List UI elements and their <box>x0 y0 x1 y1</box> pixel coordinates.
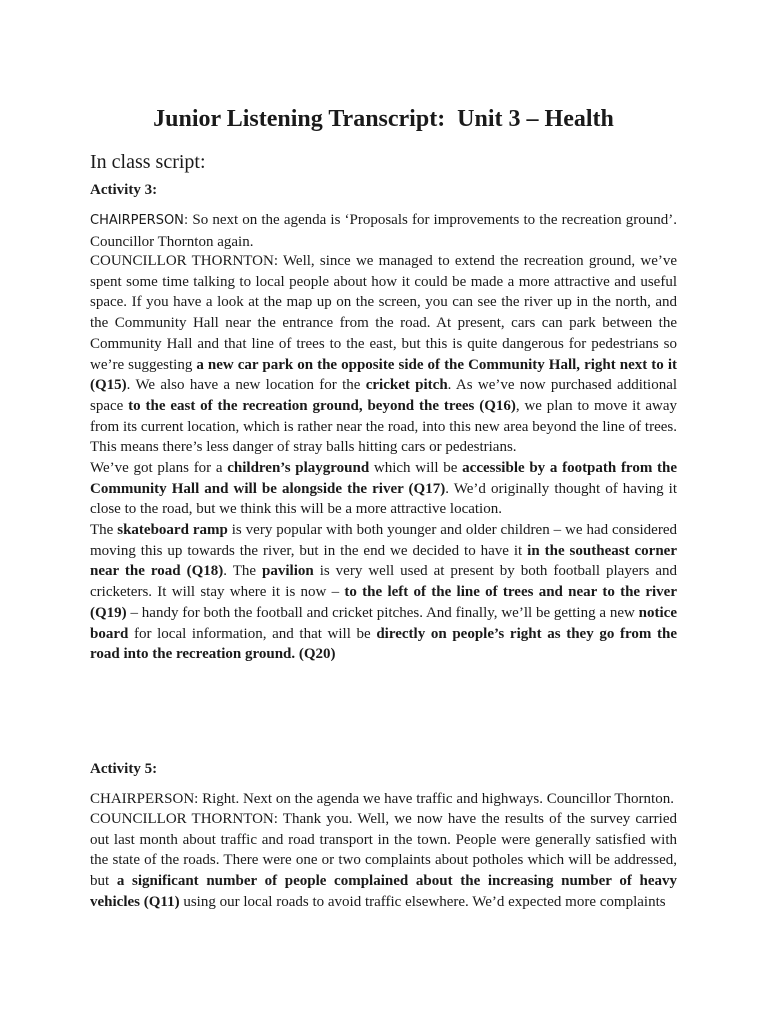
paragraph-text: using our local roads to avoid traffic elsewhere. We’d expected more complaints <box>179 893 666 910</box>
emphasized-text: skateboard ramp <box>117 522 228 538</box>
emphasized-text: notice board <box>90 604 677 642</box>
paragraph-text: is very popular with both younger and older children – we had considered moving this up towards the river, but in the end we decided to have it <box>90 522 677 559</box>
emphasized-text: in the southeast corner near the road (Q18) <box>90 542 677 580</box>
paragraph-text: COUNCILLOR THORNTON: Thank you. Well, we now have the results of the survey carried out last month about traffic and road transport in the town. People were generally satisfied with the state of the roads. There were one or two complaints about potholes which will be addressed, but <box>90 811 677 890</box>
paragraph-text: is very well used at present by both football players and cricketers. It will stay where it is now – <box>90 563 677 601</box>
emphasized-text: directly on people’s right as they go from the road into the recreation ground. (Q20) <box>90 625 677 663</box>
paragraph-text: COUNCILLOR THORNTON: Well, since we managed to extend the recreation ground, we’ve spent some time talking to local people about how it could be made a more attractive and useful space. If you have a look at the map up on the screen, you can see the river up in the north, and the Community Hall near the entrance from the road. At present, cars can park between the Community Hall and that line of trees to the east, but this is quite dangerous for pedestrians so we’re suggesting <box>90 253 677 373</box>
activity-3-paragraph-1 <box>90 210 677 252</box>
activity-3-paragraph-2 <box>90 251 677 458</box>
paragraph-text: , we plan to move it away from its current location, which is rather near the road, into this new area beyond the line of trees. This means there’s less danger of stray balls hitting cars or pedestrians. <box>90 397 677 456</box>
emphasized-text: to the left of the line of trees and near to the river (Q19) <box>90 584 677 621</box>
emphasized-text: a new car park on the opposite side of the Community Hall, right next to it (Q15) <box>90 356 677 394</box>
emphasized-text: a significant number of people complained about the increasing number of heavy vehicles (Q11) <box>90 873 678 910</box>
emphasized-text: cricket pitch <box>365 377 448 394</box>
activity-5-paragraph-2 <box>90 809 677 913</box>
paragraph-text: The <box>90 522 118 538</box>
paragraph-text: CHAIRPERSON: Right. Next on the agenda we have traffic and highways. Councillor Thornton. <box>90 791 674 807</box>
activity-5-paragraph-1 <box>90 789 677 810</box>
emphasized-text: accessible by a footpath from the Community Hall and will be alongside the river (Q17) <box>90 460 678 497</box>
emphasized-text: pavilion <box>262 563 314 580</box>
document-title: Junior Listening Transcript: Unit 3 – Health <box>153 106 614 132</box>
paragraph-text: which will be <box>369 460 463 476</box>
paragraph-text: . We’d originally thought of having it close to the road, but we think this will be a more attractive location. <box>90 480 678 518</box>
paragraph-text: for local information, and that will be <box>128 625 377 642</box>
paragraph-text: . The <box>223 563 263 580</box>
emphasized-text: children’s playground <box>227 460 370 476</box>
paragraph-text: . We also have a new location for the <box>126 377 366 394</box>
paragraph-text: . As we’ve now purchased additional space <box>90 377 678 414</box>
activity-5-heading: Activity 5: <box>90 761 158 777</box>
paragraph-text: We’ve got plans for a <box>90 460 228 476</box>
activity-3-paragraph-3 <box>90 458 677 520</box>
activity-3-paragraph-4 <box>90 520 677 665</box>
paragraph-text: So next on the agenda is ‘Proposals for improvements to the recreation ground’. Councillor Thornton again. <box>90 212 677 250</box>
activity-3-heading: Activity 3: <box>90 182 158 198</box>
paragraph-text: – handy for both the football and cricket pitches. And finally, we’ll be getting a new <box>126 604 639 621</box>
paragraph-text: CHAIRPERSON: <box>90 213 189 228</box>
emphasized-text: to the east of the recreation ground, beyond the trees (Q16) <box>128 397 516 414</box>
section-subhead: In class script: <box>90 151 206 173</box>
